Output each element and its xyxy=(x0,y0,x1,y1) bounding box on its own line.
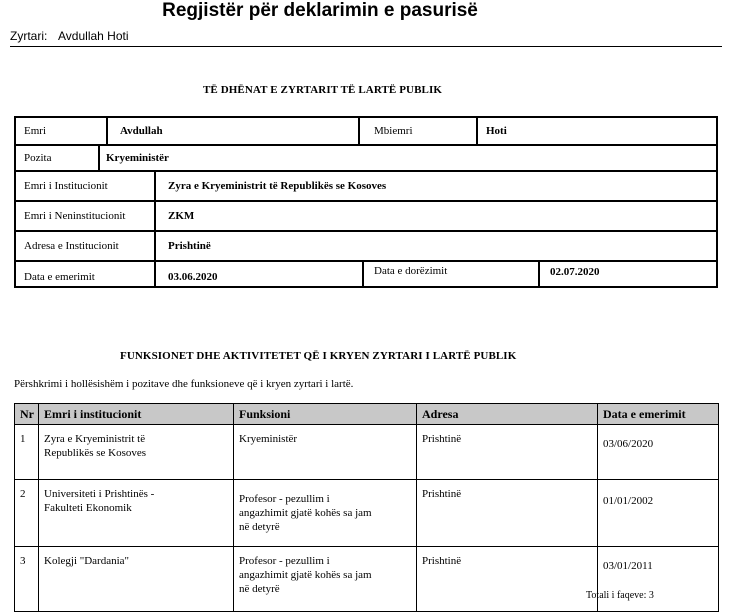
mbiemri-label: Mbiemri xyxy=(359,117,477,145)
col-data: Data e emerimit xyxy=(598,404,719,425)
official-label: Zyrtari: xyxy=(10,29,48,43)
col-adresa: Adresa xyxy=(417,404,598,425)
data-emerimit-value: 03.06.2020 xyxy=(155,261,363,287)
row-institucioni-line: Kolegji "Dardania" xyxy=(44,555,130,567)
adresa-label: Adresa e Institucionit xyxy=(15,231,155,261)
row-adresa: Prishtinë xyxy=(417,547,598,612)
row-institucioni xyxy=(39,425,234,480)
row-institucioni-line: Universiteti i Prishtinës - xyxy=(44,488,155,500)
header-divider xyxy=(10,46,722,47)
data-dorezimit-value: 02.07.2020 xyxy=(539,261,717,287)
col-funksioni: Funksioni xyxy=(234,404,417,425)
functions-section-heading: FUNKSIONET DHE AKTIVITETET QË I KRYEN ZYRTARI I LARTË PUBLIK xyxy=(120,350,517,362)
official-info-box xyxy=(14,116,718,288)
row-data: 03/06/2020 xyxy=(598,425,719,480)
row-institucioni xyxy=(39,547,234,612)
data-emerimit-label: Data e emerimit xyxy=(15,261,155,287)
data-dorezimit-label: Data e dorëzimit xyxy=(363,261,539,287)
col-institucioni: Emri i institucionit xyxy=(39,404,234,425)
row-adresa: Prishtinë xyxy=(417,425,598,480)
row-funksioni xyxy=(234,480,417,547)
row-funksioni-line: angazhimit gjatë kohës sa jam xyxy=(239,569,372,581)
adresa-value: Prishtinë xyxy=(155,231,717,261)
row-funksioni-line: në detyrë xyxy=(239,521,280,533)
row-institucioni xyxy=(39,480,234,547)
functions-table-header xyxy=(15,404,719,425)
official-section-heading: TË DHËNAT E ZYRTARIT TË LARTË PUBLIK xyxy=(203,84,442,96)
emri-label: Emri xyxy=(15,117,107,145)
neninstitucioni-label: Emri i Neninstitucionit xyxy=(15,201,155,231)
emri-value: Avdullah xyxy=(107,117,359,145)
official-line xyxy=(10,29,129,43)
row-institucioni-line: Republikës se Kosoves xyxy=(44,447,147,459)
page-total-footer: Totali i faqeve: 3 xyxy=(586,590,654,601)
row-nr: 2 xyxy=(15,480,39,547)
row-data: 01/01/2002 xyxy=(598,480,719,547)
mbiemri-value: Hoti xyxy=(477,117,717,145)
pozita-value: Kryeministër xyxy=(99,145,717,171)
row-institucioni-line: Zyra e Kryeministrit të xyxy=(44,433,146,445)
neninstitucioni-value: ZKM xyxy=(155,201,717,231)
row-institucioni-line: Fakulteti Ekonomik xyxy=(44,502,132,514)
row-funksioni-line: në detyrë xyxy=(239,583,280,595)
document-title: Regjistër për deklarimin e pasurisë xyxy=(162,0,478,21)
official-name: Avdullah Hoti xyxy=(58,29,129,43)
functions-description: Përshkrimi i hollësishëm i pozitave dhe funksioneve që i kryen zyrtari i lartë. xyxy=(14,378,354,390)
row-funksioni-line: Profesor - pezullim i xyxy=(239,555,330,567)
institucioni-value: Zyra e Kryeministrit të Republikës se Kosoves xyxy=(155,171,717,201)
table-row xyxy=(15,547,719,612)
row-funksioni xyxy=(234,547,417,612)
row-data: 03/01/2011 xyxy=(598,547,719,612)
row-funksioni-line: angazhimit gjatë kohës sa jam xyxy=(239,507,372,519)
row-funksioni xyxy=(234,425,417,480)
pozita-label: Pozita xyxy=(15,145,99,171)
row-funksioni-line: Kryeministër xyxy=(239,433,298,445)
institucioni-label: Emri i Institucionit xyxy=(15,171,155,201)
functions-table xyxy=(14,403,719,612)
row-nr: 1 xyxy=(15,425,39,480)
row-adresa: Prishtinë xyxy=(417,480,598,547)
row-funksioni-line: Profesor - pezullim i xyxy=(239,493,330,505)
row-nr: 3 xyxy=(15,547,39,612)
col-nr: Nr xyxy=(15,404,39,425)
table-row xyxy=(15,480,719,547)
table-row xyxy=(15,425,719,480)
